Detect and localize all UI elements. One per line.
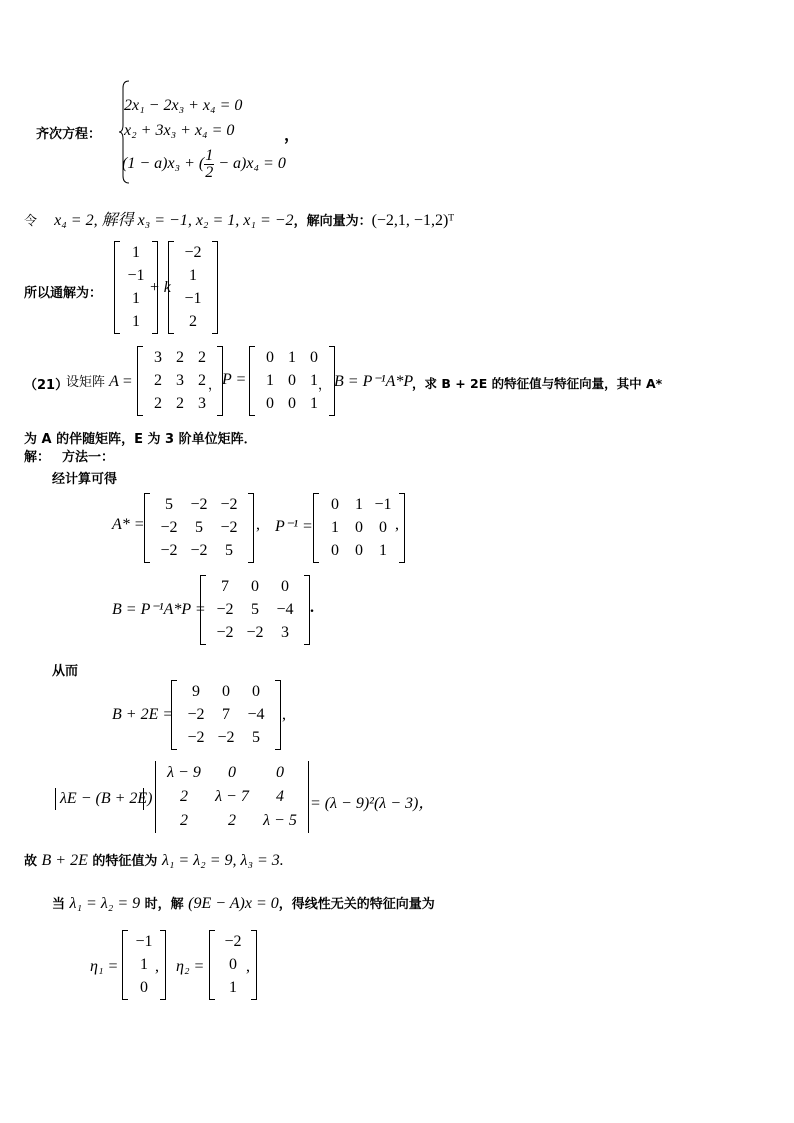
general-solution-label: 所以通解为：: [24, 286, 103, 301]
comma-4: ,: [395, 516, 399, 533]
eta2-label: η₂ =: [176, 958, 205, 975]
vector-2-entries: −2 1 −1 2: [184, 243, 202, 330]
P-label: P =: [222, 371, 247, 388]
comma-3: ,: [256, 516, 260, 533]
fraction-one-half: $\frac{1}{2}$: [205, 147, 214, 181]
matrix-B: [200, 575, 310, 645]
B-label: B = P⁻¹A*P =: [112, 601, 206, 618]
eta1-entries: −1 1 0: [135, 932, 153, 996]
eigenvector-eta1: [122, 930, 166, 1000]
calc-text: 经计算可得: [52, 472, 118, 487]
determinant: [155, 761, 309, 833]
problem-number: （21）: [24, 378, 69, 393]
matrix-B2E: [171, 680, 281, 750]
thus-text: 从而: [52, 664, 79, 679]
equation-1: 2x₁ − 2x₃ + x₄ = 0: [124, 97, 243, 114]
system-trailing-comma: ，: [284, 127, 301, 144]
determinant-entries: λ − 9 0 0 2 λ − 7 4 2 2 λ − 5: [167, 764, 297, 829]
abs-bar-right: [143, 788, 145, 810]
abs-bar-left: [55, 788, 57, 810]
system-label: 齐次方程：: [36, 127, 102, 142]
problem-intro: 设矩阵 A =: [66, 373, 132, 390]
matrix-A-entries: 3 2 2 2 3 2 2 2 3: [154, 348, 206, 412]
problem-line-2: 为 A 的伴随矩阵，E 为 3 阶单位矩阵．: [24, 432, 257, 447]
solve-line: 令 x₄ = 2, 解得 x₃ = −1, x₂ = 1, x₁ = −2，解向量为：(−2,1, −1,2)ᵀ: [24, 212, 455, 229]
equation-2: x₂ + 3x₃ + x₄ = 0: [124, 122, 235, 139]
Pinv-label: P⁻¹ =: [275, 518, 313, 535]
B2E-label: B + 2E =: [112, 706, 174, 723]
plus-k: + k: [149, 279, 171, 296]
eta2-entries: −2 0 1: [224, 932, 242, 996]
answer-label: 解：: [24, 450, 51, 465]
comma-7: ,: [246, 958, 250, 975]
comma-5: ,: [282, 706, 286, 723]
vector-1-entries: 1 −1 1 1: [127, 243, 145, 330]
Astar-label: A* =: [112, 516, 145, 533]
basis-vector-2: [168, 241, 218, 334]
det-result: = (λ − 9)²(λ − 3)，: [310, 795, 435, 812]
period-1: .: [310, 599, 314, 616]
matrix-P-entries: 0 1 0 1 0 1 0 0 1: [266, 348, 318, 412]
when-line: 当 λ₁ = λ₂ = 9 时，解 (9E − A)x = 0，得线性无关的特征向量为: [52, 895, 435, 912]
matrix-Astar: [144, 493, 254, 563]
comma-2: ，: [318, 378, 332, 393]
det-label: λE − (B + 2E): [60, 790, 153, 807]
comma-1: ，: [208, 378, 222, 393]
matrix-Pinv-entries: 0 1 −1 1 0 0 0 0 1: [331, 495, 392, 559]
problem-text: ，求 B + 2E 的特征值与特征向量，其中 A*: [412, 376, 663, 391]
comma-6: ,: [155, 958, 159, 975]
matrix-Pinv: [313, 493, 405, 563]
matrix-B-entries: 7 0 0 −2 5 −4 −2 −2 3: [216, 577, 294, 641]
eigenvalue-line: 故 B + 2E 的特征值为 λ₁ = λ₂ = 9, λ₃ = 3.: [24, 852, 284, 869]
matrix-B2E-entries: 9 0 0 −2 7 −4 −2 −2 5: [187, 682, 265, 746]
matrix-Astar-entries: 5 −2 −2 −2 5 −2 −2 −2 5: [160, 495, 238, 559]
eta1-label: η₁ =: [90, 958, 119, 975]
B-definition: B = P⁻¹A*P: [334, 373, 414, 390]
method-label: 方法一：: [62, 450, 115, 465]
equation-3: (1 − a)x₃ + ( $\frac{1}{2}$ − a)x₄ = 0: [122, 147, 286, 181]
